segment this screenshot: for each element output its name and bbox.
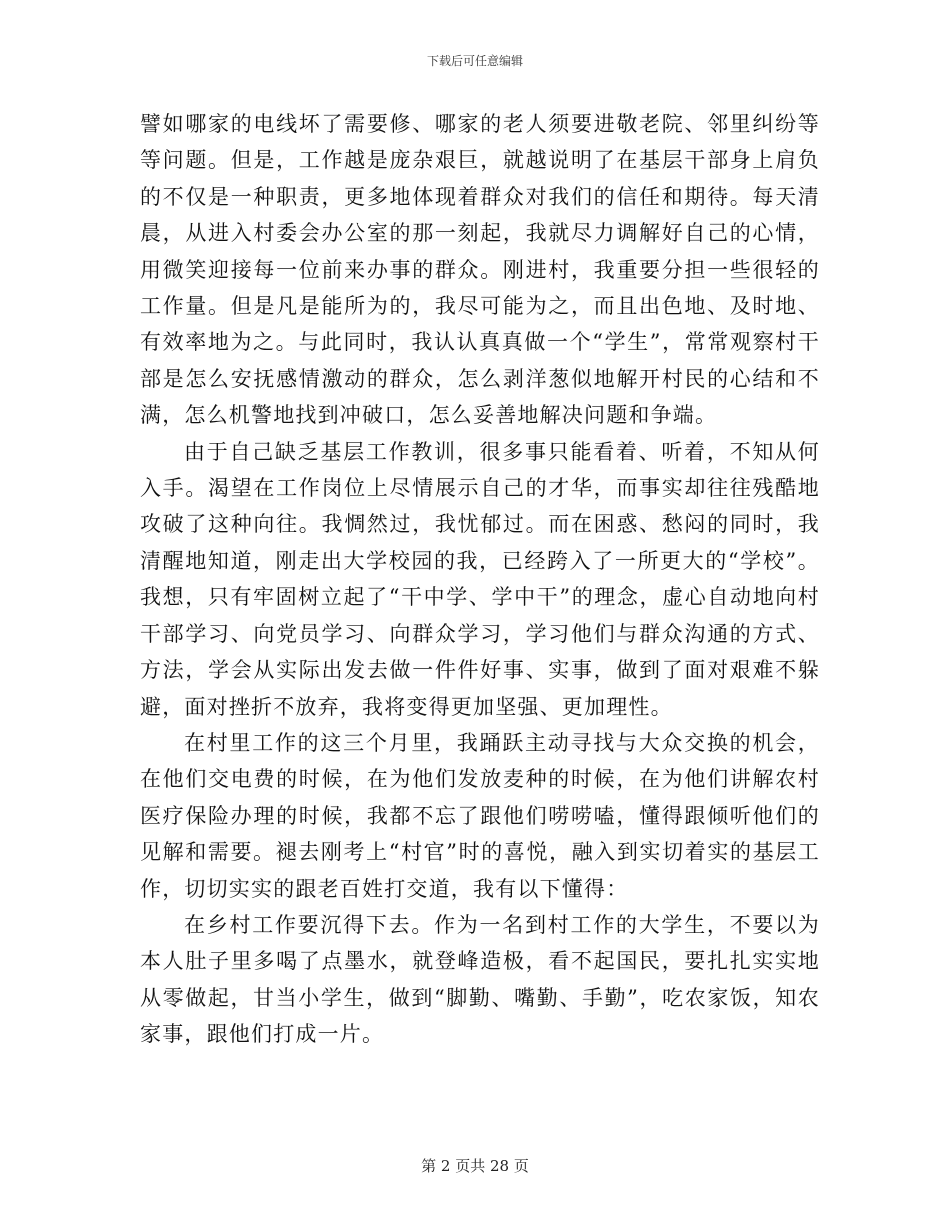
page-header: 下载后可任意编辑 <box>426 54 523 68</box>
page-footer: 第 2 页共 28 页 <box>421 1157 529 1175</box>
paragraph-3: 在村里工作的这三个月里，我踊跃主动寻找与大众交换的机会，在他们交电费的时候，在为他们发放麦种的时候，在为他们讲解农村医疗保险办理的时候，我都不忘了跟他们唠唠嗑，懂得跟倾听他们的见解和需要。褪去刚考上“村官”时的喜悦，融入到实切着实的基层工作，切切实实的跟老百姓打交道，我有以下懂得： <box>140 730 820 901</box>
document-body <box>140 106 820 1053</box>
paragraph-1: 譬如哪家的电线坏了需要修、哪家的老人须要进敬老院、邻里纠纷等等问题。但是，工作越是庞杂艰巨，就越说明了在基层干部身上肩负的不仅是一种职责，更多地体现着群众对我们的信任和期待。每天清晨，从进入村委会办公室的那一刻起，我就尽力调解好自己的心情，用微笑迎接每一位前来办事的群众。刚进村，我重要分担一些很轻的工作量。但是凡是能所为的，我尽可能为之，而且出色地、及时地、有效率地为之。与此同时，我认认真真做一个“学生”，常常观察村干部是怎么安抚感情激动的群众，怎么剥洋葱似地解开村民的心结和不满，怎么机警地找到冲破口，怎么妥善地解决问题和争端。 <box>140 112 820 428</box>
paragraph-2: 由于自己缺乏基层工作教训，很多事只能看着、听着，不知从何入手。渴望在工作岗位上尽情展示自己的才华，而事实却往往残酷地攻破了这种向往。我惆然过，我忧郁过。而在困惑、愁闷的同时，我清醒地知道，刚走出大学校园的我，已经跨入了一所更大的“学校”。我想，只有牢固树立起了“干中学、学中干”的理念，虚心自动地向村干部学习、向党员学习、向群众学习，学习他们与群众沟通的方式、方法，学会从实际出发去做一件件好事、实事，做到了面对艰难不躲避，面对挫折不放弃，我将变得更加坚强、更加理性。 <box>140 439 820 719</box>
paragraph-4: 在乡村工作要沉得下去。作为一名到村工作的大学生，不要以为本人肚子里多喝了点墨水，就登峰造极，看不起国民，要扎扎实实地从零做起，甘当小学生，做到“脚勤、嘴勤、手勤”，吃农家饭，知农家事，跟他们打成一片。 <box>140 912 820 1047</box>
